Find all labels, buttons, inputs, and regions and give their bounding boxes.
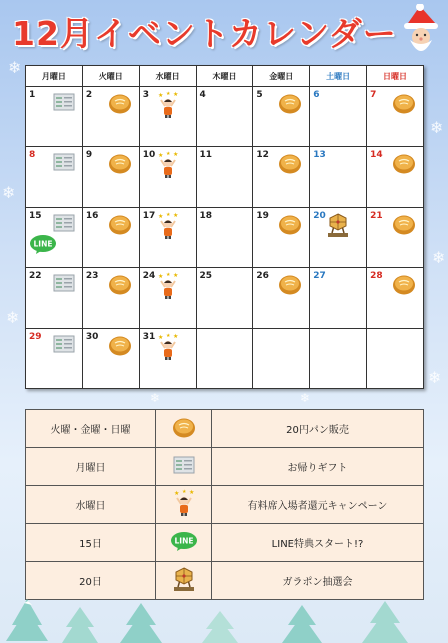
svg-text:★: ★ xyxy=(157,92,163,99)
legend-event: LINE特典スタート!? xyxy=(212,524,424,562)
calendar-week-row xyxy=(26,147,424,207)
winner-icon xyxy=(156,91,180,119)
bread-icon xyxy=(278,92,302,114)
bread-icon xyxy=(108,273,132,295)
bread-icon xyxy=(392,273,416,299)
snowflake-icon: ❄ xyxy=(150,391,161,405)
bread-icon xyxy=(108,152,132,174)
calendar-day-cell[interactable] xyxy=(253,207,310,267)
legend-event: お帰りギフト xyxy=(212,448,424,486)
snowflake-icon: ❄ xyxy=(2,183,16,202)
day-number: 4 xyxy=(199,90,206,100)
day-number: 19 xyxy=(256,210,269,221)
svg-text:★: ★ xyxy=(172,151,178,159)
svg-text:LINE: LINE xyxy=(33,239,53,249)
page-title: 12月イベントカレンダー xyxy=(12,14,397,53)
svg-text:★: ★ xyxy=(165,332,171,339)
bread-icon xyxy=(392,273,416,295)
legend-row xyxy=(26,524,424,562)
day-number: 1 xyxy=(29,90,36,100)
day-number: 2 xyxy=(85,90,93,100)
bread-icon xyxy=(108,92,132,118)
weekday-header: 土曜日 xyxy=(310,66,367,87)
day-number: 20 xyxy=(313,210,326,221)
calendar-empty-cell xyxy=(196,328,253,388)
christmas-tree-icon xyxy=(2,595,52,643)
line-icon xyxy=(170,531,198,551)
calendar-day-cell[interactable] xyxy=(26,207,83,267)
calendar-grid xyxy=(25,65,424,389)
winner-icon xyxy=(156,212,180,240)
bread-icon xyxy=(278,213,302,239)
calendar-day-cell[interactable] xyxy=(253,87,310,147)
day-number: 14 xyxy=(370,150,383,161)
day-number: 8 xyxy=(29,150,36,161)
santa-icon xyxy=(398,4,442,64)
calendar-day-cell[interactable] xyxy=(367,207,424,267)
gift-icon xyxy=(53,92,75,112)
bread-icon xyxy=(278,213,302,235)
calendar-day-cell[interactable] xyxy=(196,207,253,267)
day-number: 23 xyxy=(85,271,99,282)
bread-icon xyxy=(278,152,302,178)
gift-icon xyxy=(53,334,75,354)
winner-icon xyxy=(156,91,180,123)
calendar-day-cell[interactable] xyxy=(367,268,424,328)
calendar-day-cell[interactable] xyxy=(26,147,83,207)
svg-text:★: ★ xyxy=(181,489,186,495)
bread-icon xyxy=(392,92,416,114)
calendar-week-row xyxy=(26,268,424,328)
bread-icon xyxy=(278,273,302,295)
calendar-week-row xyxy=(26,207,424,267)
christmas-tree-icon xyxy=(360,599,410,643)
calendar-day-cell[interactable] xyxy=(310,87,367,147)
bread-icon xyxy=(278,273,302,299)
calendar-day-cell[interactable] xyxy=(139,147,196,207)
christmas-tree-icon xyxy=(60,605,100,643)
legend-when: 月曜日 xyxy=(26,448,156,486)
gift-icon xyxy=(53,273,75,297)
bread-icon xyxy=(392,152,416,174)
weekday-header: 火曜日 xyxy=(82,66,139,87)
calendar-day-cell[interactable] xyxy=(26,328,83,388)
legend-row xyxy=(26,562,424,600)
calendar-day-cell[interactable] xyxy=(367,147,424,207)
svg-text:★: ★ xyxy=(157,273,163,281)
winner-icon xyxy=(156,151,180,183)
legend-row xyxy=(26,486,424,524)
day-number: 12 xyxy=(256,150,269,161)
winner-icon xyxy=(156,212,180,244)
day-number: 15 xyxy=(29,210,42,221)
calendar-day-cell[interactable] xyxy=(82,147,139,207)
weekday-header: 月曜日 xyxy=(26,66,83,87)
day-number: 30 xyxy=(85,331,99,342)
winner-icon xyxy=(156,272,180,304)
svg-text:★: ★ xyxy=(172,332,178,340)
bread-icon xyxy=(108,213,132,235)
lottery-icon xyxy=(326,212,350,238)
calendar-day-cell[interactable] xyxy=(82,207,139,267)
legend-when: 15日 xyxy=(26,524,156,562)
calendar-day-cell[interactable] xyxy=(196,87,253,147)
legend-icon-cell xyxy=(156,410,212,448)
day-number: 29 xyxy=(29,331,42,342)
calendar-day-cell[interactable] xyxy=(196,268,253,328)
gift-icon xyxy=(53,334,75,358)
calendar-day-cell[interactable] xyxy=(367,87,424,147)
legend-row xyxy=(26,410,424,448)
gift-icon xyxy=(173,455,195,475)
weekday-header: 日曜日 xyxy=(367,66,424,87)
day-number: 31 xyxy=(142,331,156,342)
bread-icon xyxy=(278,152,302,174)
bread-icon xyxy=(278,92,302,118)
svg-text:★: ★ xyxy=(173,490,179,497)
calendar-empty-cell xyxy=(253,328,310,388)
day-number: 7 xyxy=(370,90,377,100)
day-number: 21 xyxy=(370,210,383,221)
calendar-day-cell[interactable] xyxy=(139,87,196,147)
svg-text:★: ★ xyxy=(172,211,178,219)
legend-icon-cell xyxy=(156,562,212,600)
weekday-header: 水曜日 xyxy=(139,66,196,87)
svg-text:★: ★ xyxy=(172,272,178,280)
day-number: 24 xyxy=(142,271,156,282)
calendar-day-cell[interactable] xyxy=(310,268,367,328)
winner-icon xyxy=(156,333,180,365)
bread-icon xyxy=(392,213,416,239)
weekday-header-row xyxy=(26,66,424,87)
winner-icon xyxy=(172,489,196,517)
svg-text:★: ★ xyxy=(165,211,171,218)
legend-event: 有料席入場者還元キャンペーン xyxy=(212,486,424,524)
bread-icon xyxy=(108,273,132,299)
winner-icon xyxy=(156,333,180,361)
calendar-day-cell[interactable] xyxy=(196,147,253,207)
bread-icon xyxy=(108,334,132,360)
lottery-icon xyxy=(326,212,350,242)
winner-icon xyxy=(156,272,180,300)
day-number: 9 xyxy=(85,150,93,161)
day-number: 27 xyxy=(313,271,326,282)
calendar-day-cell[interactable] xyxy=(139,328,196,388)
line-icon xyxy=(29,234,57,254)
calendar-day-cell[interactable] xyxy=(26,87,83,147)
legend-event: ガラポン抽選会 xyxy=(212,562,424,600)
snowflake-icon: ❄ xyxy=(432,248,446,267)
legend-icon-cell xyxy=(156,448,212,486)
bread-icon xyxy=(392,152,416,178)
snowflake-icon: ❄ xyxy=(8,58,22,77)
weekday-header: 金曜日 xyxy=(253,66,310,87)
day-number: 22 xyxy=(29,271,42,282)
legend-icon-cell xyxy=(156,486,212,524)
day-number: 13 xyxy=(313,150,326,161)
calendar-day-cell[interactable] xyxy=(253,147,310,207)
legend-when: 水曜日 xyxy=(26,486,156,524)
calendar-day-cell[interactable] xyxy=(310,207,367,267)
calendar-day-cell[interactable] xyxy=(139,268,196,328)
christmas-tree-icon xyxy=(280,603,324,643)
calendar-day-cell[interactable] xyxy=(253,268,310,328)
gift-icon xyxy=(53,273,75,293)
day-number: 3 xyxy=(142,90,149,100)
gift-icon xyxy=(53,152,75,172)
snowflake-icon: ❄ xyxy=(6,308,20,327)
christmas-tree-icon xyxy=(118,601,164,643)
legend-icon-cell xyxy=(156,524,212,562)
bread-icon xyxy=(392,92,416,118)
svg-text:LINE: LINE xyxy=(174,536,193,546)
christmas-tree-icon xyxy=(200,609,240,643)
calendar-day-cell[interactable] xyxy=(26,268,83,328)
svg-text:★: ★ xyxy=(188,489,194,496)
lottery-icon xyxy=(172,566,196,592)
day-number: 10 xyxy=(142,150,156,161)
calendar-empty-cell xyxy=(310,328,367,388)
bread-icon xyxy=(108,213,132,239)
event-legend xyxy=(25,409,424,600)
svg-text:★: ★ xyxy=(172,91,178,98)
calendar-day-cell[interactable] xyxy=(310,147,367,207)
calendar-week-row xyxy=(26,328,424,388)
winner-icon xyxy=(156,151,180,179)
calendar-day-cell[interactable] xyxy=(82,328,139,388)
svg-text:★: ★ xyxy=(165,91,171,97)
bread-icon xyxy=(108,92,132,114)
bread-icon xyxy=(392,213,416,235)
gift-icon xyxy=(53,213,75,233)
day-number: 16 xyxy=(85,210,99,221)
day-number: 11 xyxy=(199,150,213,161)
svg-text:★: ★ xyxy=(157,152,163,160)
bread-icon xyxy=(108,152,132,178)
legend-when: 火曜・金曜・日曜 xyxy=(26,410,156,448)
bread-icon xyxy=(172,416,196,438)
day-number: 26 xyxy=(256,271,269,282)
calendar-day-cell[interactable] xyxy=(82,87,139,147)
day-number: 5 xyxy=(256,90,263,100)
snowflake-icon: ❄ xyxy=(430,118,444,137)
svg-text:★: ★ xyxy=(157,212,163,220)
legend-row xyxy=(26,448,424,486)
gift-icon xyxy=(53,152,75,176)
svg-text:★: ★ xyxy=(165,151,171,158)
calendar-day-cell[interactable] xyxy=(82,268,139,328)
snowflake-icon: ❄ xyxy=(300,391,311,405)
snowflake-icon: ❄ xyxy=(428,368,442,387)
day-number: 17 xyxy=(142,210,156,221)
svg-text:★: ★ xyxy=(157,333,163,341)
day-number: 25 xyxy=(199,271,213,282)
calendar-day-cell[interactable] xyxy=(139,207,196,267)
day-number: 18 xyxy=(199,210,213,221)
calendar-empty-cell xyxy=(367,328,424,388)
legend-when: 20日 xyxy=(26,562,156,600)
gift-icon xyxy=(53,92,75,116)
line-icon xyxy=(29,234,57,258)
legend-event: 20円パン販売 xyxy=(212,410,424,448)
day-number: 6 xyxy=(313,90,320,100)
calendar-week-row xyxy=(26,87,424,147)
day-number: 28 xyxy=(370,271,383,282)
weekday-header: 木曜日 xyxy=(196,66,253,87)
svg-text:★: ★ xyxy=(165,272,171,279)
bread-icon xyxy=(108,334,132,356)
